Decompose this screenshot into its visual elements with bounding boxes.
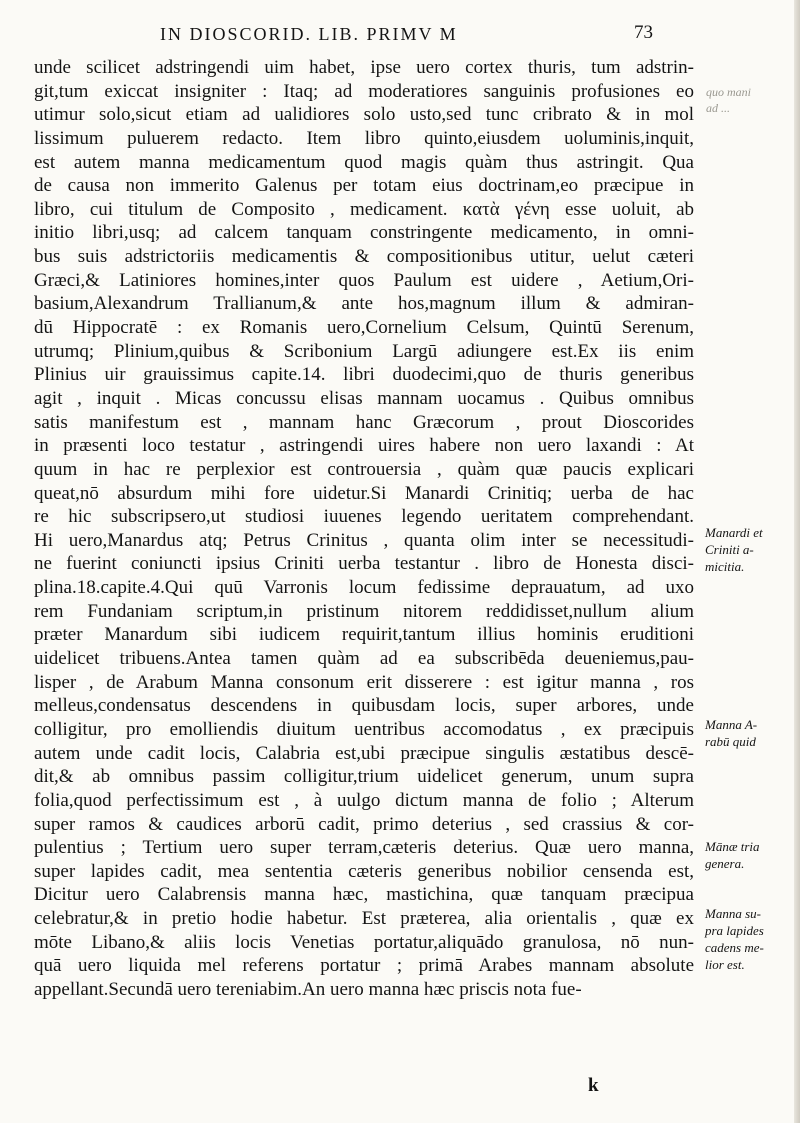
- text-line: mōte Libano,& aliis locis Venetias portatur,aliquādo granulosa, nō nun-: [34, 931, 694, 953]
- text-line: autem unde cadit locis, Calabria est,ubi præcipue singulis æstatibus descē-: [34, 742, 694, 764]
- text-line: lisper , de Arabum Manna consonum erit disserere : est igitur manna , ros: [34, 671, 694, 693]
- bleed-through-line: ad ...: [706, 101, 730, 115]
- text-line: præter Manardum sibi iudicem requirit,tantum illius hominis eruditioni: [34, 624, 694, 646]
- catchword: k: [588, 1075, 599, 1096]
- text-line: de causa non immerito Galenus per totam eius doctrinam,eo præcipue in: [34, 175, 694, 197]
- text-line: agit , inquit . Micas concussu elisas mannam uocamus . Quibus omnibus: [34, 387, 694, 409]
- text-line: Plinius uir grauissimus capite.14. libri duodecimi,quo de thuris generibus: [34, 364, 694, 386]
- text-line: pulentius ; Tertium uero super terram,cæteris deterius. Quæ uero manna,: [34, 837, 694, 859]
- text-line: initio libri,usq; ad calcem tanquam constringente medicamento, in omni-: [34, 222, 694, 244]
- margin-note: [705, 905, 795, 973]
- text-line: plina.18.capite.4.Qui quū Varronis locum fedissime deprauatum, ad uxo: [34, 577, 694, 599]
- text-line: git,tum exiccat insigniter : Itaq; ad moderatiores sanguinis profusiones eo: [34, 80, 694, 102]
- text-line: lissimum puluerem redacto. Item libro quinto,eiusdem uoluminis,inquit,: [34, 127, 694, 149]
- margin-note-line: Manardi et: [705, 525, 763, 540]
- text-line: unde scilicet adstringendi uim habet, ipse uero cortex thuris, tum adstrin-: [34, 57, 694, 78]
- margin-note-line: Criniti a-: [705, 542, 754, 557]
- margin-note-line: genera.: [705, 856, 745, 871]
- text-line: super ramos & caudices arborū cadit, primo deterius , sed crassius & cor-: [34, 813, 694, 835]
- text-line: appellant.Secundā uero tereniabim.An uero manna hæc priscis nota fue-: [34, 978, 582, 1000]
- text-line: bus suis adstrictoriis medicamentis & compositionibus utitur, uelut cæteri: [34, 246, 694, 268]
- text-line: basium,Alexandrum Trallianum,& ante hos,magnum illum & admiran-: [34, 293, 694, 315]
- margin-note-line: Manna su-: [705, 906, 761, 921]
- text-line: ne fuerint coniuncti ipsius Criniti uerba testantur . libro de Honesta disci-: [34, 553, 694, 575]
- bleed-through-line: quo mani: [706, 85, 751, 99]
- running-title: IN DIOSCORID. LIB. PRIMV M: [160, 24, 458, 44]
- text-line: Hi uero,Manardus atq; Petrus Crinitus , quanta olim inter se necessitudi-: [34, 529, 694, 551]
- margin-note: [705, 716, 795, 750]
- text-line: super lapides cadit, mea sententia cæteris generibus nobilior censenda est,: [34, 860, 694, 882]
- text-line: uidelicet tribuens.Antea tamen quàm ad ea subscribēda deueniemus,pau-: [34, 648, 694, 670]
- margin-note-line: micitia.: [705, 559, 745, 574]
- text-line: utimur solo,sicut etiam ad ualidiores solo usto,sed tunc cribrato & in mol: [34, 104, 694, 126]
- margin-note-line: Mānæ tria: [705, 839, 760, 854]
- text-line: re hic subscripsero,ut studiosi iuuenes legendo ueritatem comprehendant.: [34, 506, 694, 528]
- margin-note: [705, 838, 795, 872]
- text-line: melleus,condensatus descendens in quibusdam locis, super arbores, unde: [34, 695, 694, 717]
- text-line: satis manifestum est , mannam hanc Græcorum , prout Dioscorides: [34, 411, 694, 433]
- margin-note-line: pra lapides: [705, 923, 764, 938]
- margin-note: [705, 524, 795, 575]
- text-line: quum in hac re perplexior est controuersia , quàm quæ paucis explicari: [34, 458, 694, 480]
- text-line: dit,& ab omnibus passim colligitur,trium uidelicet generum, unum supra: [34, 766, 694, 788]
- page-number: 73: [634, 22, 653, 43]
- text-line: Græci,& Latiniores homines,inter quos Paulum est uidere , Aetium,Ori-: [34, 269, 694, 291]
- text-line: dū Hippocratē : ex Romanis uero,Cornelium Celsum, Quintū Serenum,: [34, 317, 694, 339]
- margin-note-line: cadens me-: [705, 940, 764, 955]
- text-line: folia,quod perfectissimum est , à uulgo dictum manna de folio ; Alterum: [34, 789, 694, 811]
- text-line: libro, cui titulum de Composito , medicament. κατὰ γένη esse uoluit, ab: [34, 198, 694, 220]
- text-line: rem Fundaniam scriptum,in pristinum nitorem reddidisset,nullum alium: [34, 600, 694, 622]
- margin-note-line: lior est.: [705, 957, 745, 972]
- text-line: queat,nō absurdum mihi fore uidetur.Si Manardi Crinitiq; uerba de hac: [34, 482, 694, 504]
- text-line: Dicitur uero Calabrensis manna hæc, mastichina, quæ tanquam præcipua: [34, 884, 694, 906]
- margin-note-line: Manna A-: [705, 717, 758, 732]
- bleed-through-text: [706, 84, 751, 116]
- text-line: celebratur,& in pretio hodie habetur. Est præterea, alia orientalis , quæ ex: [34, 908, 694, 930]
- main-text-block: [34, 56, 694, 1002]
- text-line: colligitur, pro emolliendis diuitum uentribus accomodatus , ex præcipuis: [34, 718, 694, 740]
- text-line: utrumq; Plinium,quibus & Scribonium Largū adiungere est.Ex iis enim: [34, 340, 694, 362]
- text-line: est autem manna medicamentum quod magis quàm thus astringit. Qua: [34, 151, 694, 173]
- text-line: in præsenti loco testatur , astringendi uires habere non uero laxandi : At: [34, 435, 694, 457]
- margin-note-line: rabū quid: [705, 734, 756, 749]
- text-line: quā uero liquida mel referens portatur ; primā Arabes mannam absolute: [34, 955, 694, 977]
